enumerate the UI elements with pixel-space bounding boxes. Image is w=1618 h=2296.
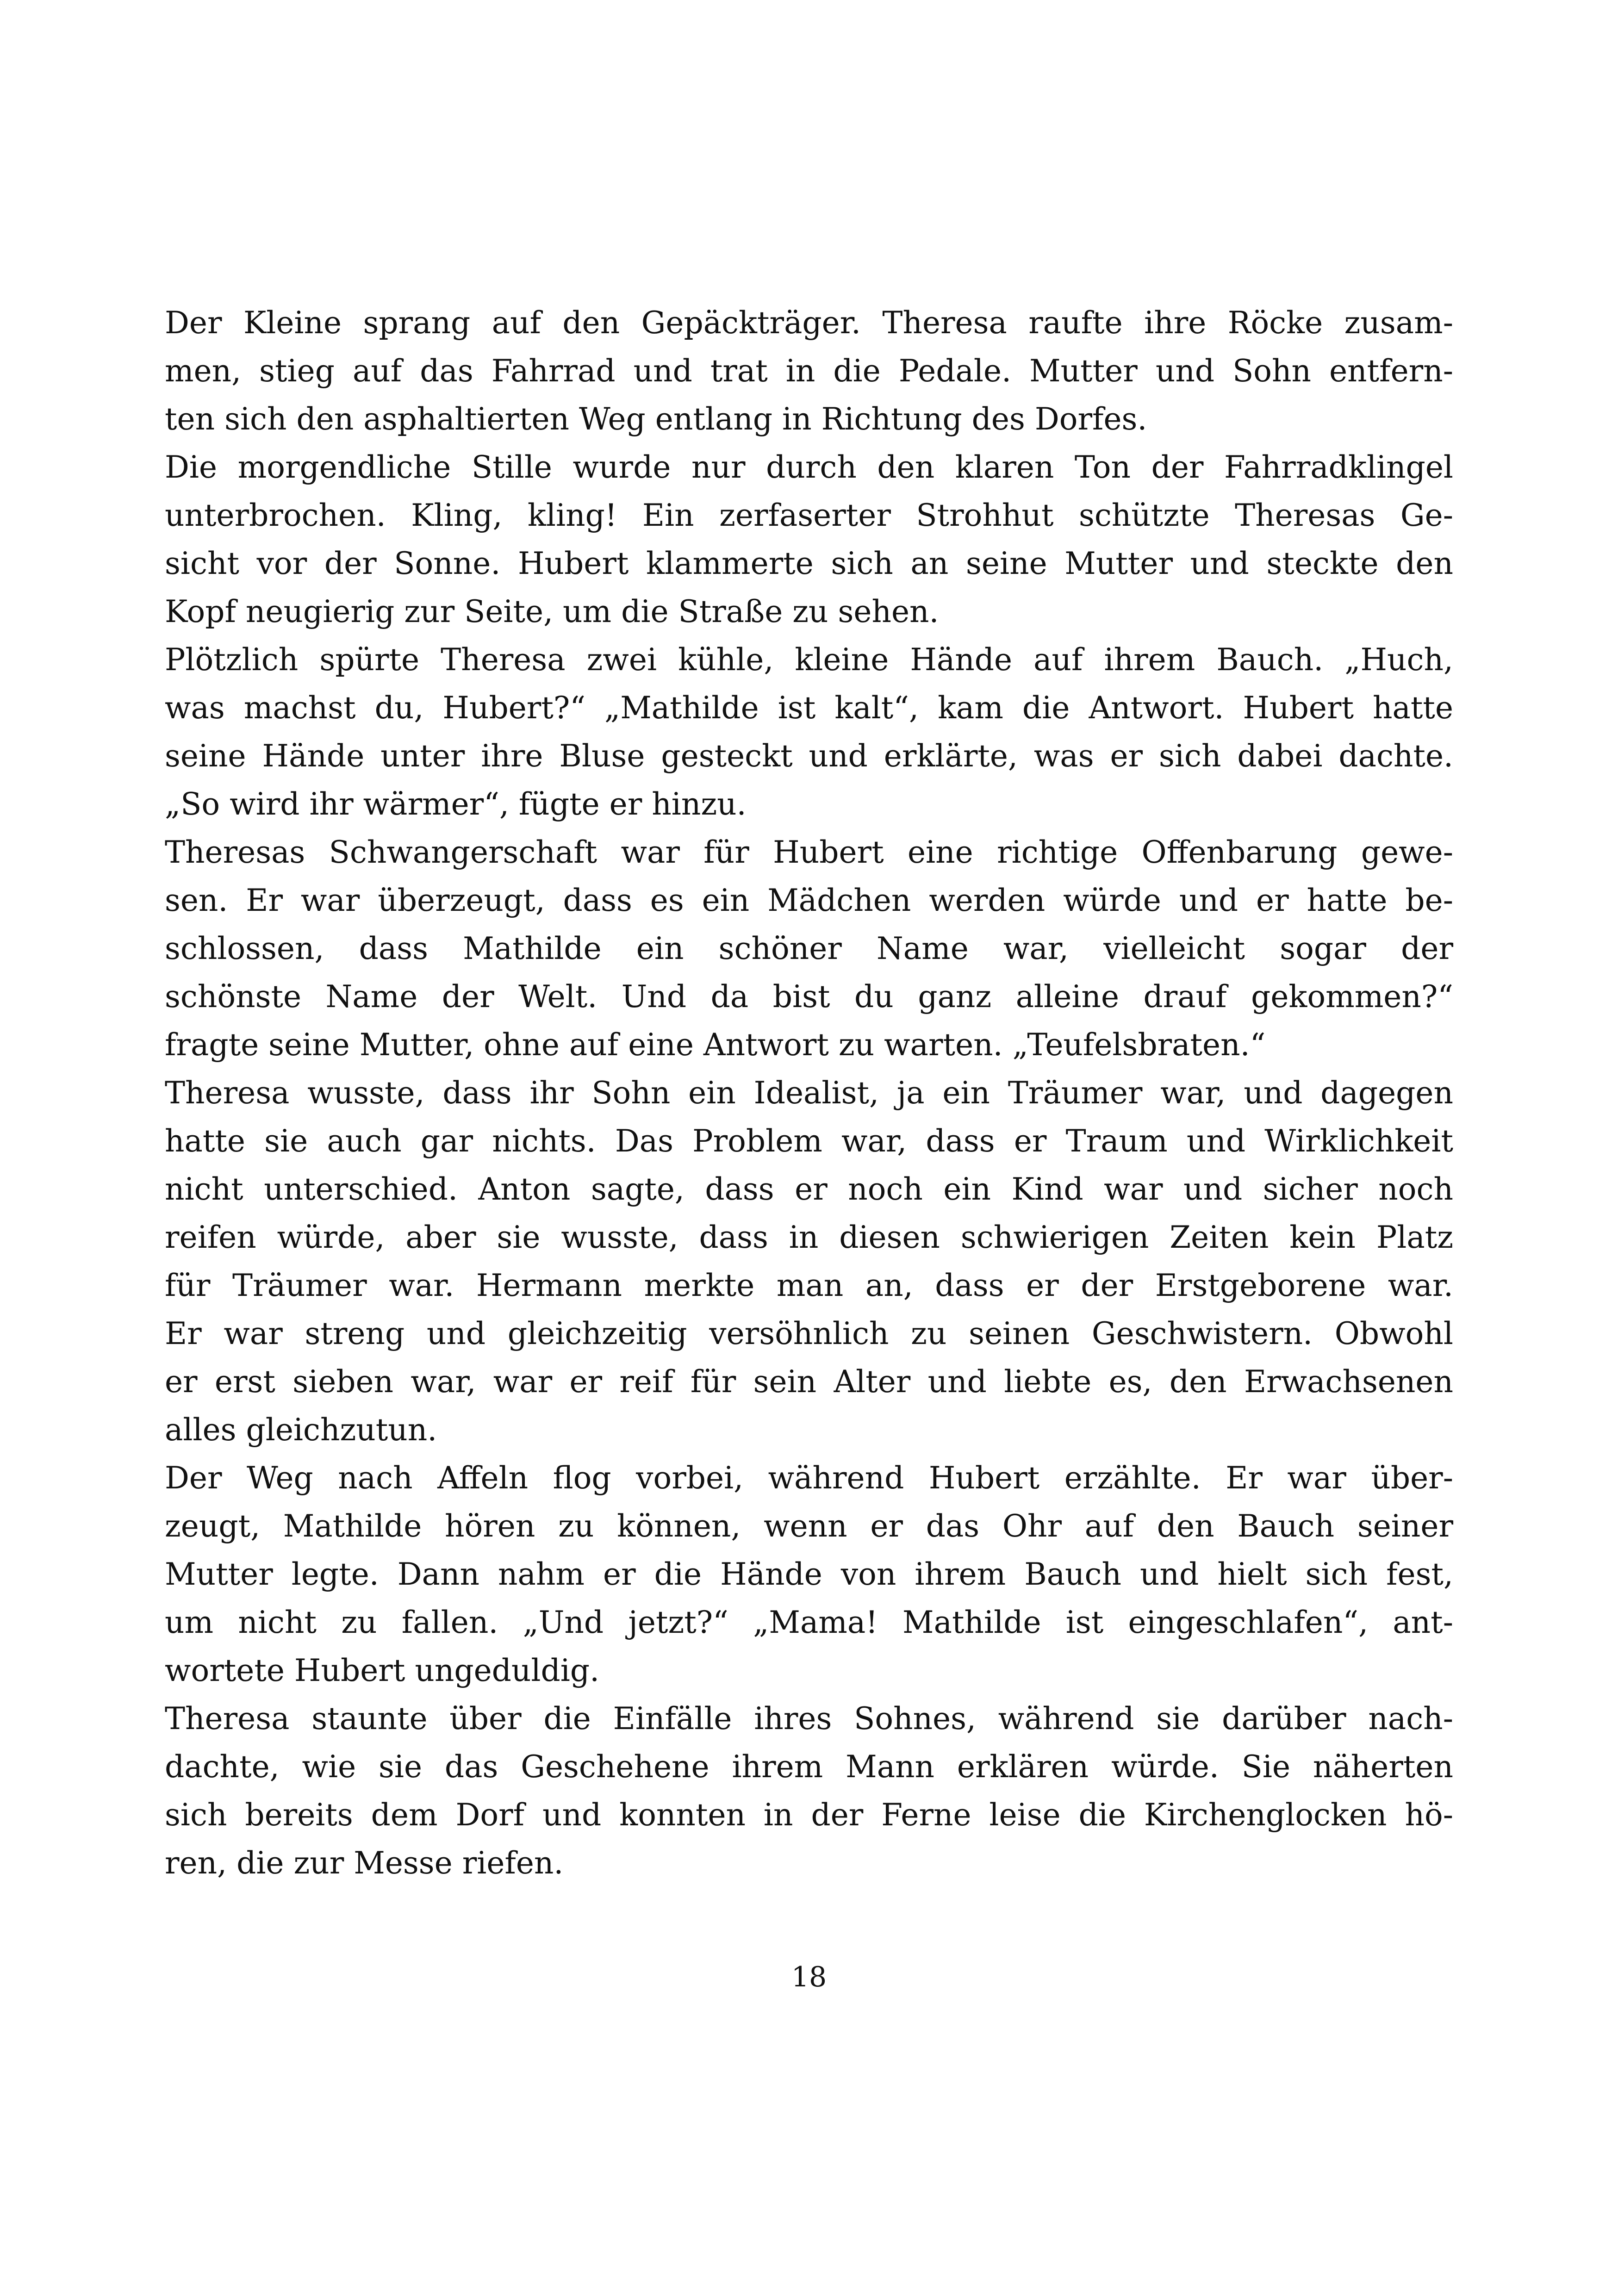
text-line: Plötzlich spürte Theresa zwei kühle, kleine Hände auf ihrem Bauch. „Huch, [165, 642, 1453, 678]
text-line: Mutter legte. Dann nahm er die Hände von ihrem Bauch und hielt sich fest, [165, 1556, 1453, 1592]
text-line: ten sich den asphaltierten Weg entlang in Richtung des Dorfes. [165, 401, 1147, 437]
text-line: was machst du, Hubert?“ „Mathilde ist kalt“, kam die Antwort. Hubert hatte [165, 690, 1453, 726]
paragraph [165, 443, 1453, 636]
paragraph [165, 1454, 1453, 1695]
text-line: sicht vor der Sonne. Hubert klammerte sich an seine Mutter und steckte den [165, 546, 1453, 581]
text-line: Er war streng und gleichzeitig versöhnlich zu seinen Geschwistern. Obwohl [165, 1316, 1453, 1351]
text-line: er erst sieben war, war er reif für sein Alter und liebte es, den Erwachsenen [165, 1364, 1453, 1400]
body-text [165, 299, 1453, 1887]
text-line: reifen würde, aber sie wusste, dass in diesen schwierigen Zeiten kein Platz [165, 1220, 1453, 1255]
text-line: sen. Er war überzeugt, dass es ein Mädchen werden würde und er hatte be- [165, 883, 1453, 918]
text-line: zeugt, Mathilde hören zu können, wenn er das Ohr auf den Bauch seiner [165, 1508, 1453, 1544]
text-line: fragte seine Mutter, ohne auf eine Antwort zu warten. „Teufelsbraten.“ [165, 1027, 1266, 1063]
paragraph [165, 299, 1453, 443]
text-line: schönste Name der Welt. Und da bist du ganz alleine drauf gekommen?“ [165, 979, 1453, 1014]
text-line: Der Kleine sprang auf den Gepäckträger. Theresa raufte ihre Röcke zusam- [165, 305, 1453, 341]
text-line: Die morgendliche Stille wurde nur durch den klaren Ton der Fahrradklingel [165, 449, 1453, 485]
text-line: men, stieg auf das Fahrrad und trat in die Pedale. Mutter und Sohn entfern- [165, 353, 1453, 389]
page-number: 18 [791, 1961, 827, 1993]
paragraph [165, 636, 1453, 828]
text-line: hatte sie auch gar nichts. Das Problem war, dass er Traum und Wirklichkeit [165, 1123, 1453, 1159]
text-line: für Träumer war. Hermann merkte man an, dass er der Erstgeborene war. [165, 1268, 1453, 1303]
text-line: alles gleichzutun. [165, 1412, 437, 1448]
text-line: Theresas Schwangerschaft war für Hubert eine richtige Offenbarung gewe- [165, 834, 1453, 870]
text-line: Theresa staunte über die Einfälle ihres Sohnes, während sie darüber nach- [165, 1701, 1453, 1736]
text-line: nicht unterschied. Anton sagte, dass er noch ein Kind war und sicher noch [165, 1171, 1453, 1207]
paragraph [165, 828, 1453, 1069]
text-line: wortete Hubert ungeduldig. [165, 1653, 600, 1688]
text-line: ren, die zur Messe riefen. [165, 1845, 564, 1881]
text-line: dachte, wie sie das Geschehene ihrem Mann erklären würde. Sie näherten [165, 1749, 1453, 1785]
text-line: seine Hände unter ihre Bluse gesteckt und erklärte, was er sich dabei dachte. [165, 738, 1453, 774]
text-line: unterbrochen. Kling, kling! Ein zerfaserter Strohhut schützte Theresas Ge- [165, 498, 1453, 533]
text-line: Kopf neugierig zur Seite, um die Straße zu sehen. [165, 594, 939, 629]
paragraph [165, 1695, 1453, 1887]
text-line: um nicht zu fallen. „Und jetzt?“ „Mama! Mathilde ist eingeschlafen“, ant- [165, 1605, 1453, 1640]
text-line: „So wird ihr wärmer“, fügte er hinzu. [165, 786, 747, 822]
paragraph [165, 1069, 1453, 1454]
text-line: schlossen, dass Mathilde ein schöner Name war, vielleicht sogar der [165, 931, 1453, 966]
text-line: Theresa wusste, dass ihr Sohn ein Idealist, ja ein Träumer war, und dagegen [165, 1075, 1453, 1111]
text-line: Der Weg nach Affeln flog vorbei, während Hubert erzählte. Er war über- [165, 1460, 1453, 1496]
text-line: sich bereits dem Dorf und konnten in der Ferne leise die Kirchenglocken hö- [165, 1797, 1453, 1833]
